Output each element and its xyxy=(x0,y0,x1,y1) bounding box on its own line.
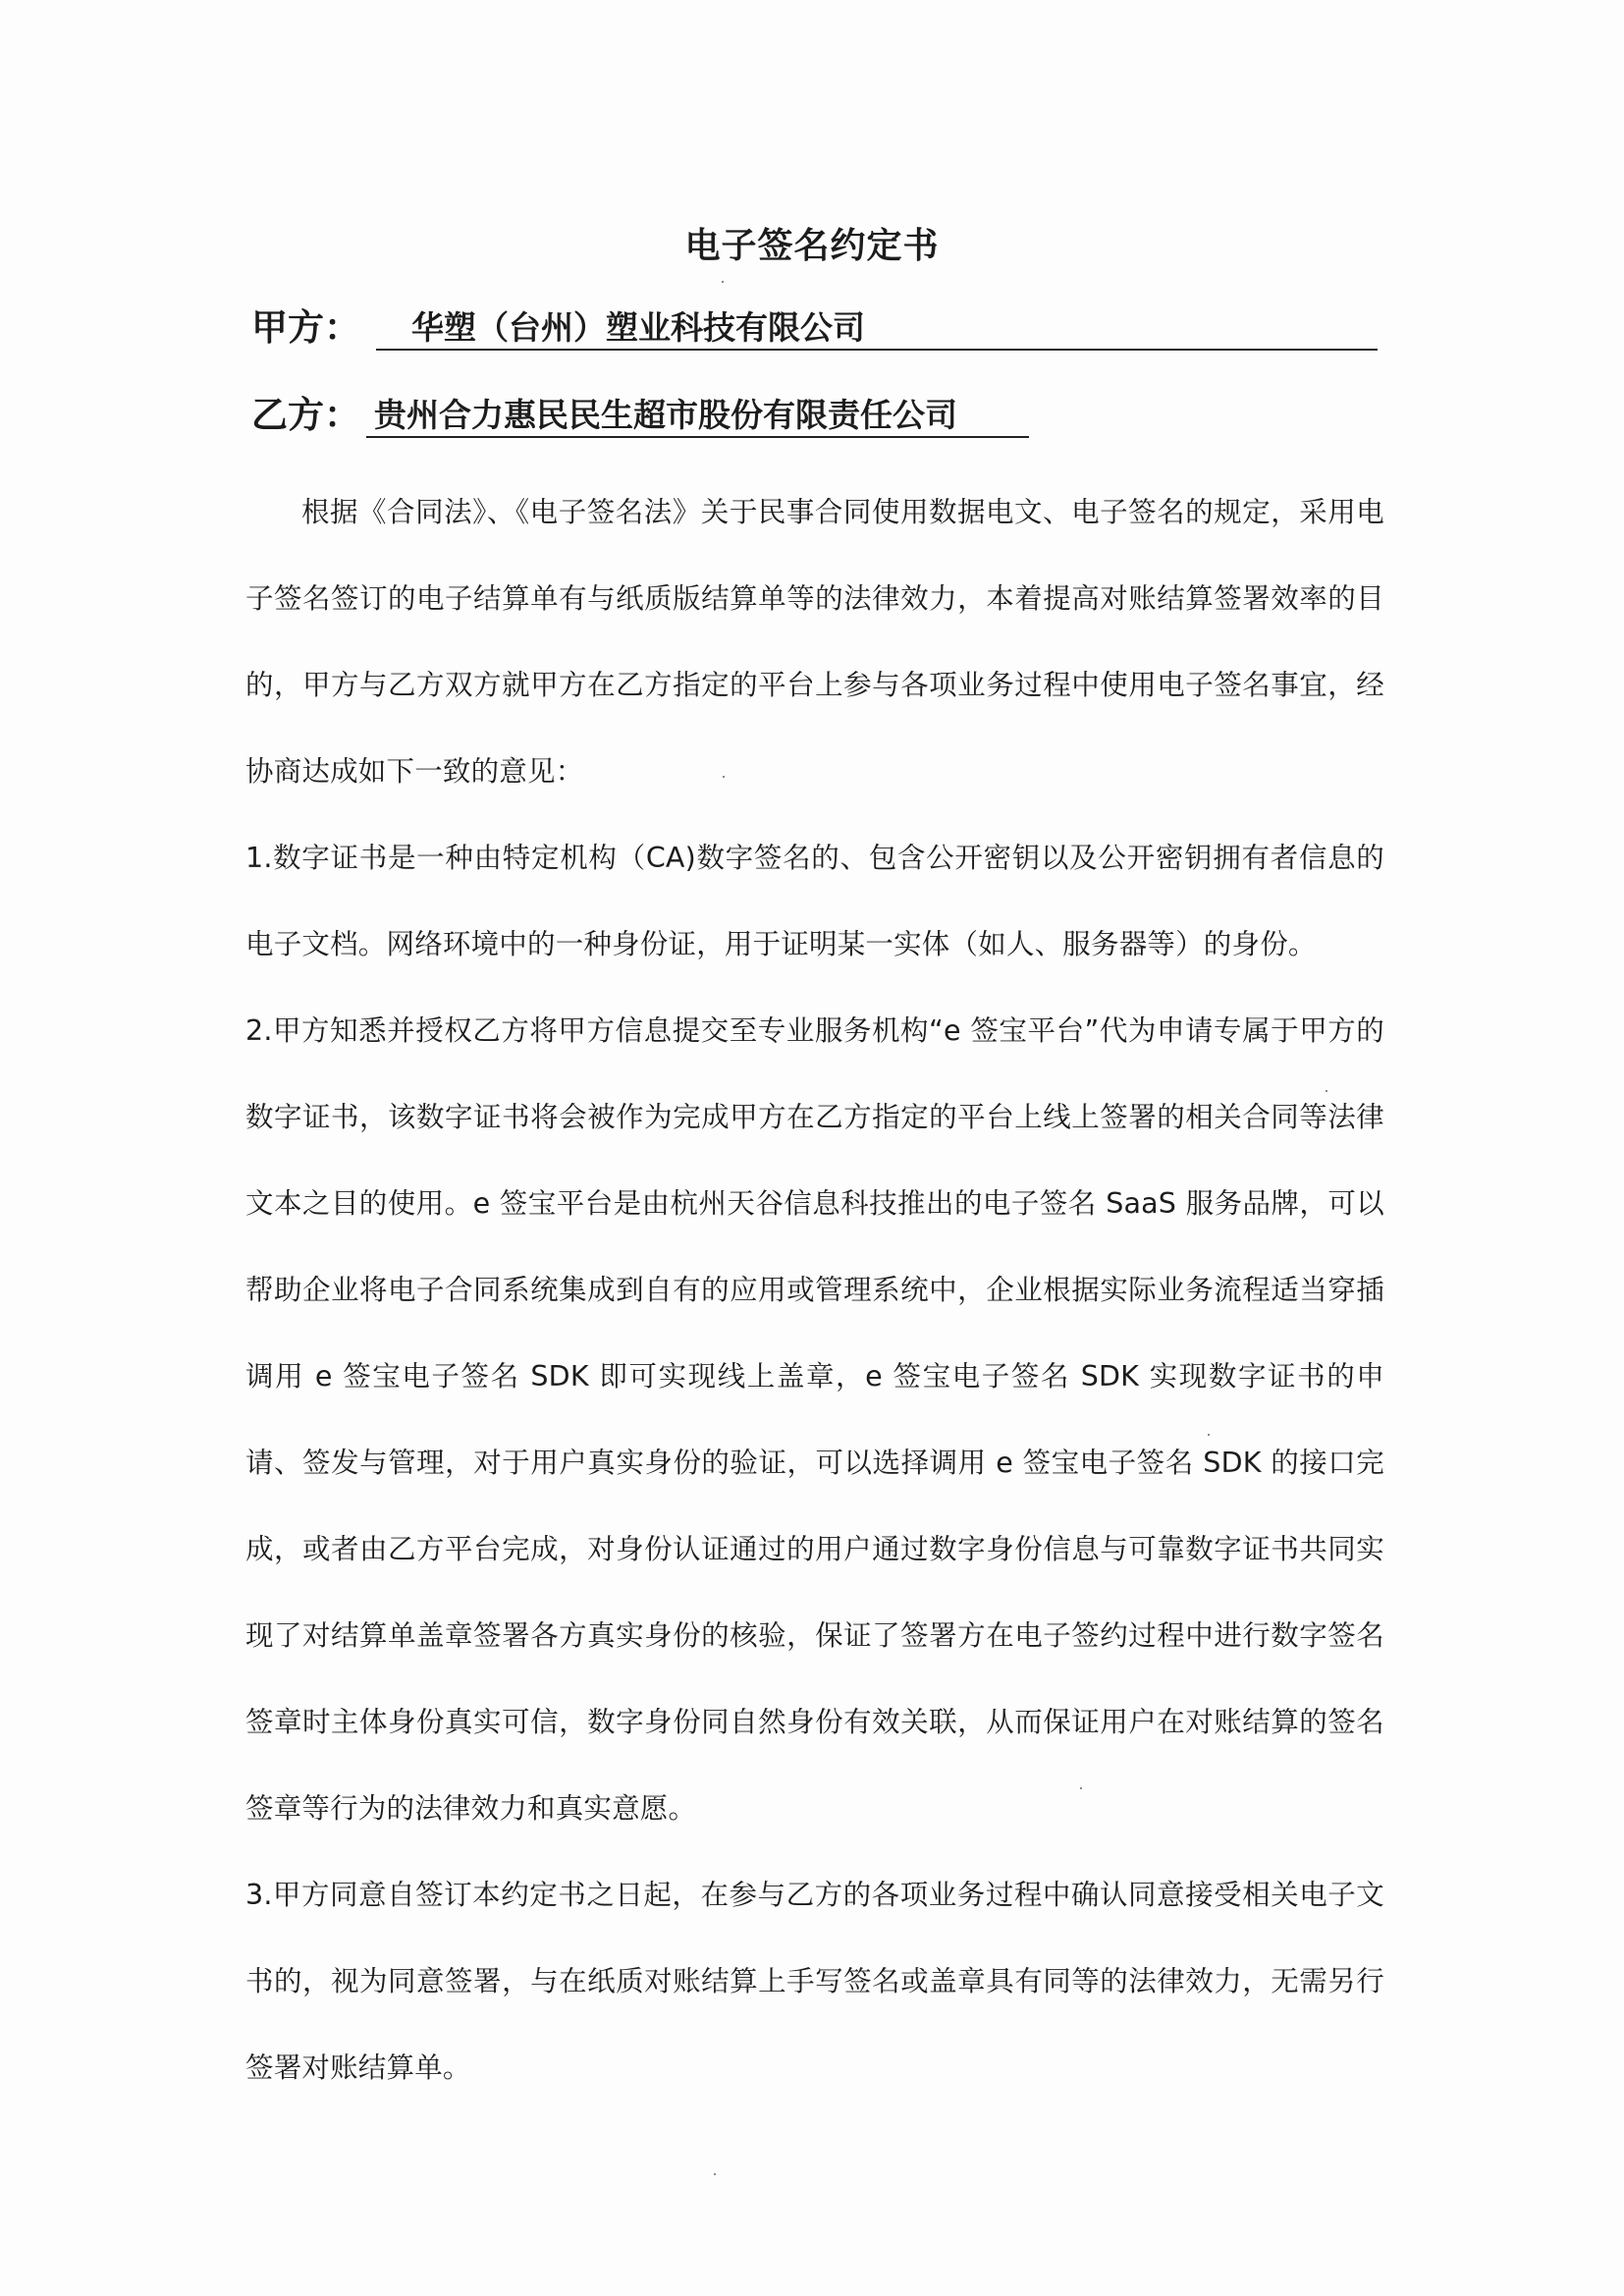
party-b-name: 贵州合力惠民民生超市股份有限责任公司 xyxy=(366,397,1029,438)
party-b-row xyxy=(251,385,1029,438)
document-body xyxy=(245,469,1384,2111)
party-a-name: 华塑（台州）塑业科技有限公司 xyxy=(376,309,1378,351)
scan-speck xyxy=(722,281,724,283)
clause-1: 1.数字证书是一种由特定机构（CA)数字签名的、包含公开密钥以及公开密钥拥有者信息的电子文档。网络环境中的一种身份证，用于证明某一实体（如人、服务器等）的身份。 xyxy=(245,842,1384,960)
party-a-label: 甲方： xyxy=(251,306,360,349)
intro-paragraph: 根据《合同法》、《电子签名法》关于民事合同使用数据电文、电子签名的规定，采用电子签名签订的电子结算单有与纸质版结算单等的法律效力，本着提高对账结算签署效率的目的，甲方与乙方双方就甲方在乙方指定的平台上参与各项业务过程中使用电子签名事宜，经协商达成如下一致的意见： xyxy=(245,496,1384,788)
party-b-label: 乙方： xyxy=(251,394,360,436)
clause-2: 2.甲方知悉并授权乙方将甲方信息提交至专业服务机构“e 签宝平台”代为申请专属于甲方的数字证书，该数字证书将会被作为完成甲方在乙方指定的平台上线上签署的相关合同等法律文本之目的使用。e 签宝平台是由杭州天谷信息科技推出的电子签名 SaaS 服务品牌，可以帮助企业将电子合同系统集成到自有的应用或管理系统中，企业根据实际业务流程适当穿插调用 e 签宝电子签名 SDK 即可实现线上盖章，e 签宝电子签名 SDK 实现数字证书的申请、签发与管理，对于用户真实身份的验证，可以选择调用 e 签宝电子签名 SDK 的接口完成，或者由乙方平台完成，对身份认证通过的用户通过数字身份信息与可靠数字证书共同实现了对结算单盖章签署各方真实身份的核验，保证了签署方在电子签约过程中进行数字签名签章时主体身份真实可信，数字身份同自然身份有效关联，从而保证用户在对账结算的签名签章等行为的法律效力和真实意愿。 xyxy=(245,1014,1384,1825)
scan-speck xyxy=(1326,1090,1327,1092)
clause-3: 3.甲方同意自签订本约定书之日起，在参与乙方的各项业务过程中确认同意接受相关电子文书的，视为同意签署，与在纸质对账结算上手写签名或盖章具有同等的法律效力，无需另行签署对账结算单。 xyxy=(245,1879,1384,2084)
scan-speck xyxy=(723,776,725,778)
scan-speck xyxy=(1208,1434,1210,1436)
scan-speck xyxy=(1080,1787,1082,1789)
scan-speck xyxy=(714,2173,716,2175)
document-title: 电子签名约定书 xyxy=(684,226,940,266)
party-a-row xyxy=(251,298,1378,351)
